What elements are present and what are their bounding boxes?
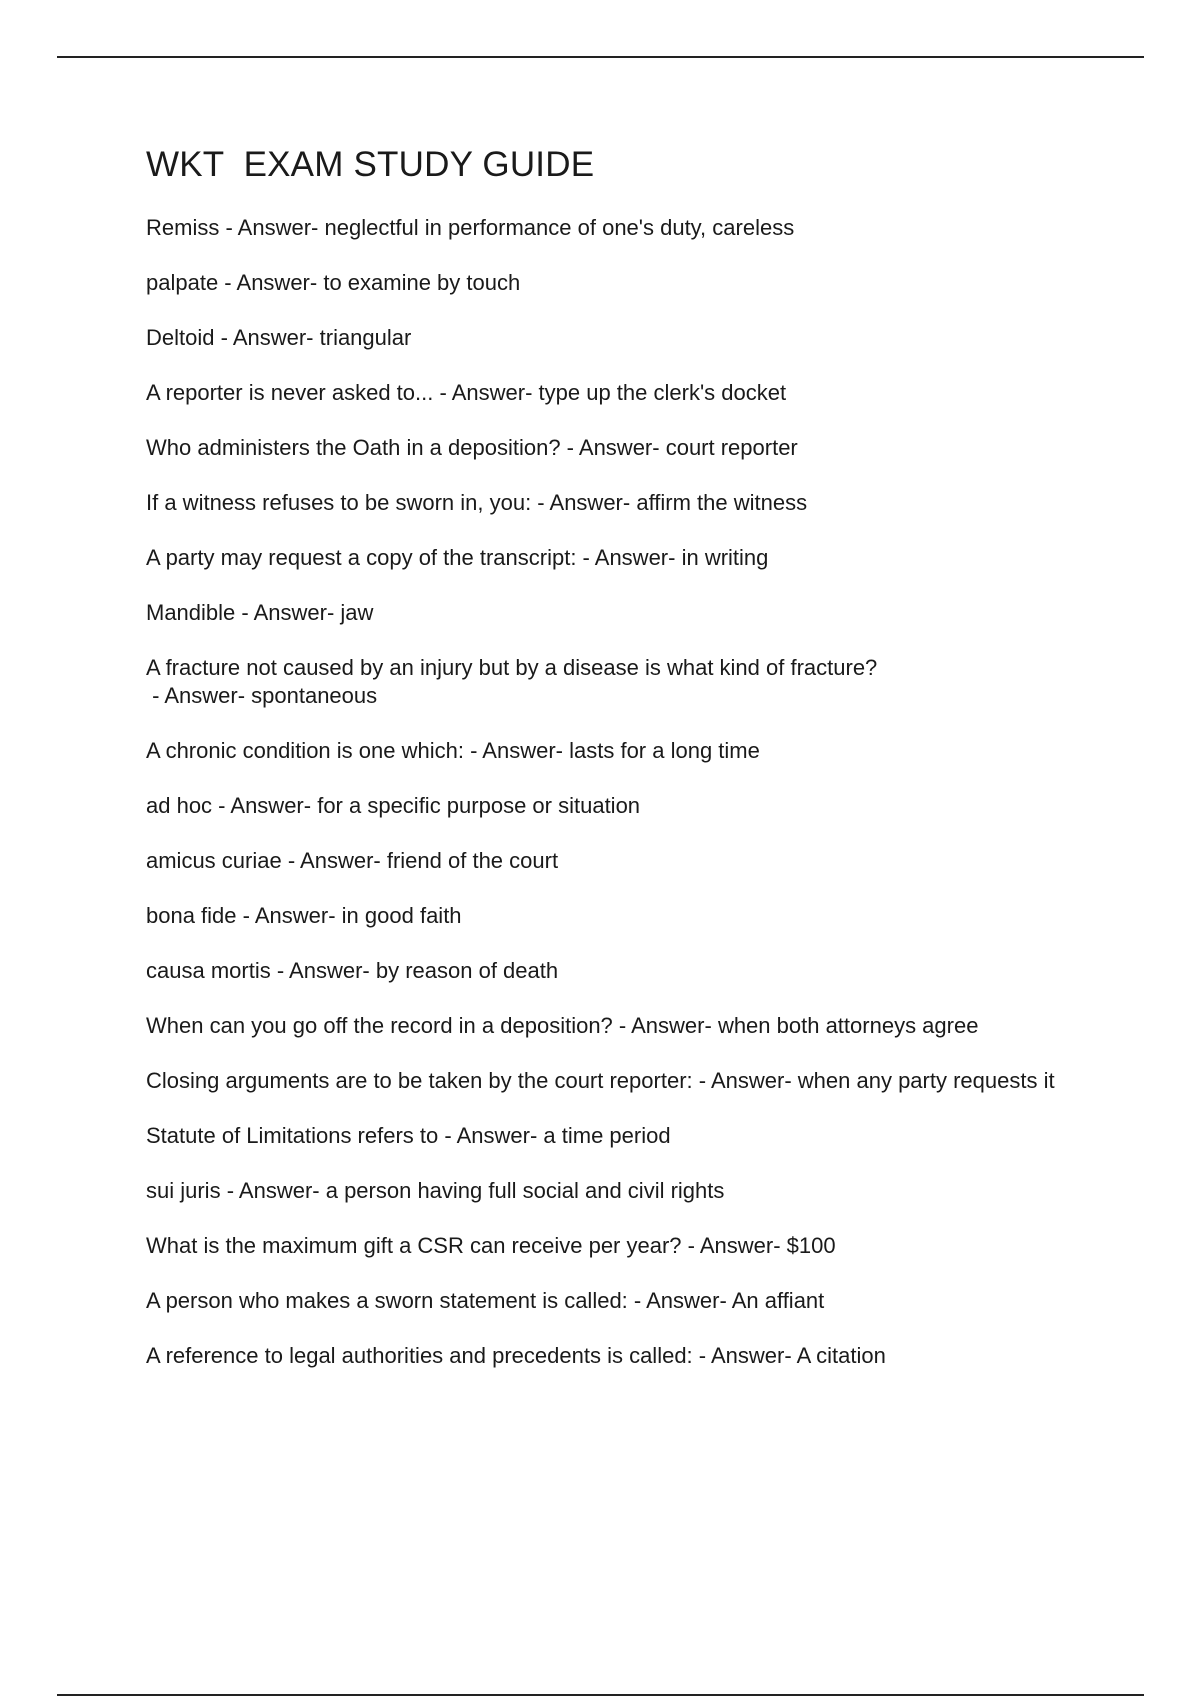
question: Closing arguments are to be taken by the court reporter: (146, 1068, 693, 1093)
answer-separator: - Answer- (219, 215, 325, 240)
qa-item (146, 1012, 1066, 1040)
answer-separator: - Answer- (612, 1013, 718, 1038)
answer-separator: - Answer- (146, 683, 252, 708)
answer-separator: - Answer- (627, 1288, 732, 1313)
qa-item (146, 1342, 1066, 1370)
qa-item (146, 544, 1066, 572)
question: ad hoc (146, 793, 213, 818)
answer: a person having full social and civil rights (325, 1178, 725, 1203)
qa-item (146, 599, 1066, 627)
qa-item (146, 434, 1066, 462)
answer: triangular (319, 325, 412, 350)
top-rule (57, 56, 1144, 58)
answer: $100 (786, 1233, 836, 1258)
question: A chronic condition is one which: (146, 738, 464, 763)
answer-separator: - Answer- (235, 600, 341, 625)
answer: a time period (543, 1123, 671, 1148)
qa-item (146, 1067, 1066, 1095)
question: palpate (146, 270, 219, 295)
qa-item (146, 957, 1066, 985)
answer: by reason of death (375, 958, 559, 983)
qa-list (146, 214, 1066, 1370)
answer-separator: - Answer- (218, 270, 324, 295)
answer-separator: - Answer- (692, 1068, 798, 1093)
question: bona fide (146, 903, 237, 928)
answer: spontaneous (251, 683, 378, 708)
question: A person who makes a sworn statement is called: (146, 1288, 628, 1313)
answer: type up the clerk's docket (538, 380, 787, 405)
answer-separator: - Answer- (692, 1343, 797, 1368)
answer-separator: - Answer- (281, 848, 387, 873)
question: What is the maximum gift a CSR can receive per year? (146, 1233, 682, 1258)
answer-separator: - Answer- (270, 958, 376, 983)
bottom-rule (57, 1694, 1144, 1696)
qa-item (146, 847, 1066, 875)
answer: jaw (340, 600, 374, 625)
page-title: WKT EXAM STUDY GUIDE (146, 145, 595, 184)
question: A reporter is never asked to... (146, 380, 434, 405)
qa-item (146, 654, 1066, 710)
answer: court reporter (665, 435, 798, 460)
answer: for a specific purpose or situation (317, 793, 641, 818)
answer: lasts for a long time (569, 738, 760, 763)
question: Mandible (146, 600, 236, 625)
answer: A citation (796, 1343, 886, 1368)
qa-item (146, 379, 1066, 407)
question: A party may request a copy of the transcript: (146, 545, 577, 570)
answer: in good faith (341, 903, 462, 928)
answer: neglectful in performance of one's duty, careless (324, 215, 795, 240)
answer: affirm the witness (636, 490, 808, 515)
question: amicus curiae (146, 848, 282, 873)
question: causa mortis (146, 958, 271, 983)
answer: in writing (681, 545, 769, 570)
answer-separator: - Answer- (560, 435, 666, 460)
qa-item (146, 1232, 1066, 1260)
answer-separator: - Answer- (236, 903, 342, 928)
answer-separator: - Answer- (531, 490, 637, 515)
qa-item (146, 792, 1066, 820)
qa-item (146, 489, 1066, 517)
answer-separator: - Answer- (438, 1123, 544, 1148)
document-body (146, 140, 1066, 1397)
answer-separator: - Answer- (220, 1178, 326, 1203)
qa-item (146, 269, 1066, 297)
answer: when both attorneys agree (717, 1013, 979, 1038)
qa-item (146, 214, 1066, 242)
question: A fracture not caused by an injury but by a disease is what kind of fracture? (146, 655, 878, 680)
answer-separator: - Answer- (463, 738, 570, 763)
answer-separator: - Answer- (681, 1233, 787, 1258)
answer-separator: - Answer- (214, 325, 320, 350)
question: sui juris (146, 1178, 221, 1203)
question: A reference to legal authorities and precedents is called: (146, 1343, 693, 1368)
answer-separator: - Answer- (433, 380, 539, 405)
question: When can you go off the record in a deposition? (146, 1013, 613, 1038)
answer-separator: - Answer- (576, 545, 682, 570)
qa-item (146, 1122, 1066, 1150)
question: Who administers the Oath in a deposition? (146, 435, 561, 460)
qa-item (146, 902, 1066, 930)
question: Statute of Limitations refers to (146, 1123, 439, 1148)
answer: friend of the court (386, 848, 559, 873)
answer: when any party requests it (797, 1068, 1055, 1093)
answer: to examine by touch (323, 270, 521, 295)
qa-item (146, 737, 1066, 765)
qa-item (146, 324, 1066, 352)
qa-item (146, 1287, 1066, 1315)
question: Remiss (146, 215, 220, 240)
answer-separator: - Answer- (212, 793, 318, 818)
question: If a witness refuses to be sworn in, you: (146, 490, 532, 515)
qa-item (146, 1177, 1066, 1205)
question: Deltoid (146, 325, 215, 350)
answer: An affiant (731, 1288, 825, 1313)
